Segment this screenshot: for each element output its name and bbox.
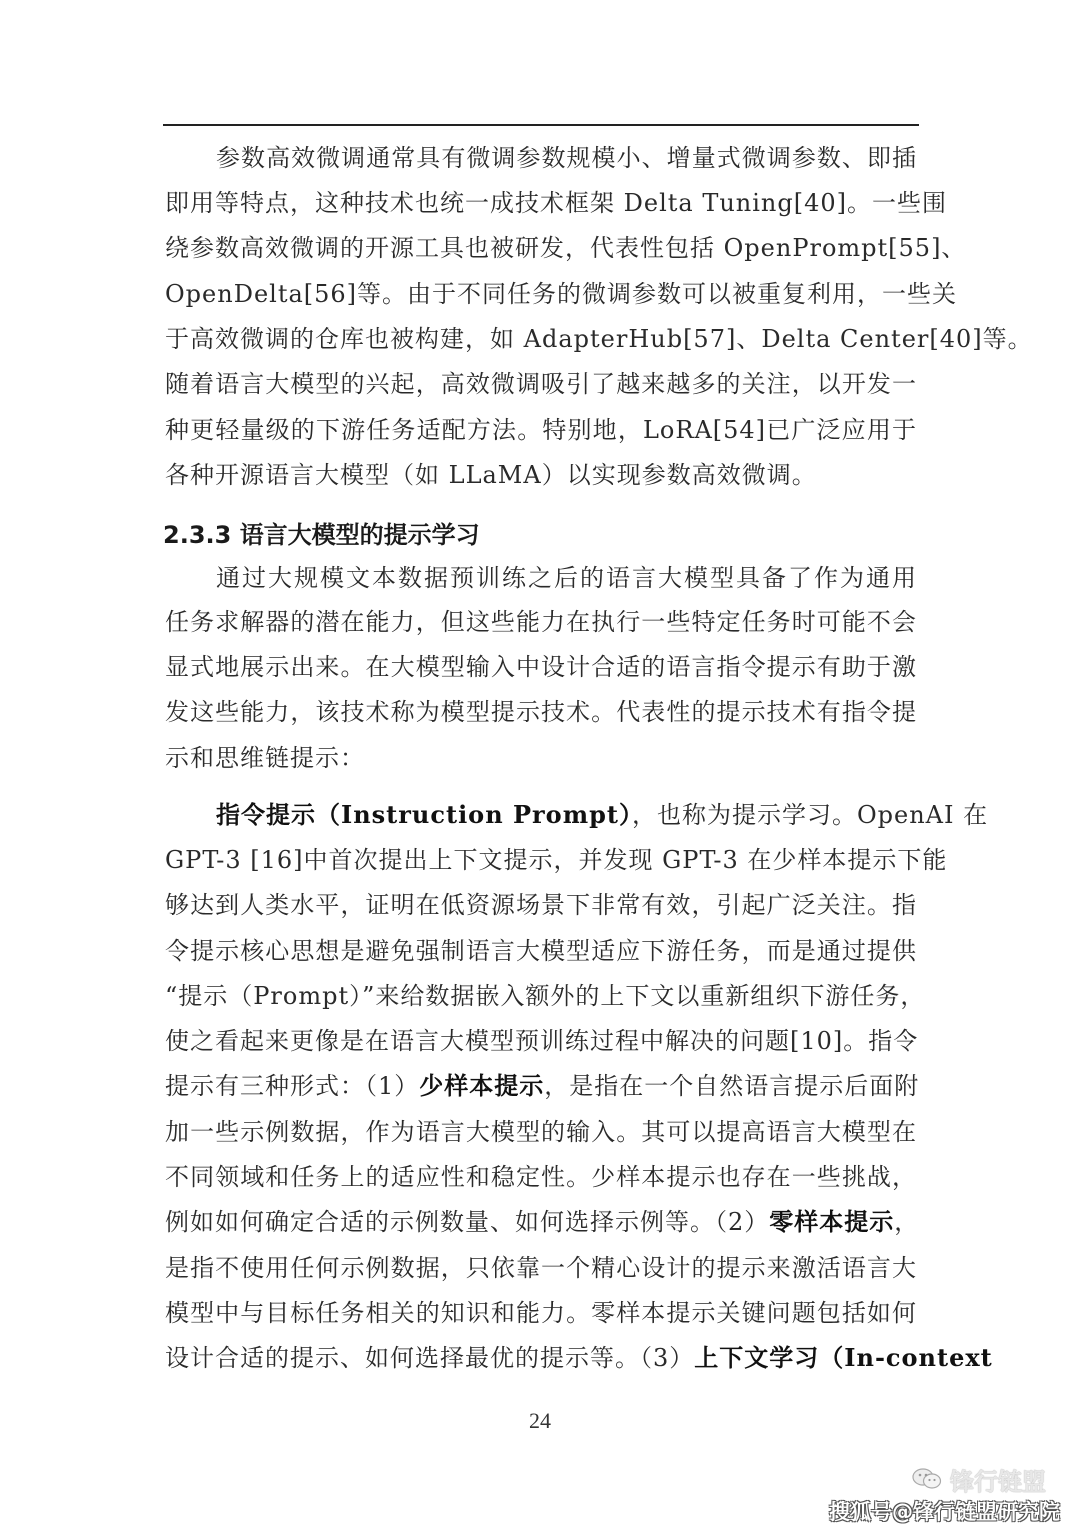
paragraph-1-line: 即用等特点，这种技术也统一成技术框架 Delta Tuning[40]。一些围 <box>165 189 948 217</box>
paragraph-3-line: 令提示核心思想是避免强制语言大模型适应下游任务，而是通过提供 <box>165 937 917 965</box>
paragraph-1-line: 各种开源语言大模型（如 LLaMA）以实现参数高效微调。 <box>165 461 817 489</box>
wechat-icon <box>912 1467 942 1491</box>
paragraph-2-line: 发这些能力，该技术称为模型提示技术。代表性的提示技术有指令提 <box>165 698 917 726</box>
paragraph-3-line: 是指不使用任何示例数据，只依靠一个精心设计的提示来激活语言大 <box>165 1254 917 1282</box>
paragraph-3-text: ，是指在一个自然语言提示后面附 <box>544 1072 920 1100</box>
paragraph-3-text: 提示有三种形式：（1） <box>165 1072 420 1100</box>
paragraph-1-line: OpenDelta[56]等。由于不同任务的微调参数可以被重复利用，一些关 <box>165 280 958 308</box>
paragraph-3-line <box>216 797 989 833</box>
paragraph-1-line: 绕参数高效微调的开源工具也被研发，代表性包括 OpenPrompt[55]、 <box>165 234 967 262</box>
paragraph-2-line: 任务求解器的潜在能力，但这些能力在执行一些特定任务时可能不会 <box>165 608 917 636</box>
paragraph-3-text: ，也称为提示学习。OpenAI 在 <box>631 801 989 829</box>
paragraph-3-text: ， <box>894 1208 920 1236</box>
paragraph-3-line: “提示（Prompt）”来给数据嵌入额外的上下文以重新组织下游任务， <box>165 982 926 1010</box>
watermark-source: 搜狐号@锋行链盟研究院 <box>829 1500 1060 1524</box>
paragraph-1-line: 种更轻量级的下游任务适配方法。特别地，LoRA[54]已广泛应用于 <box>165 416 917 444</box>
paragraph-3-line <box>165 1204 920 1240</box>
few-shot-prompt-term: 少样本提示 <box>419 1071 545 1100</box>
paragraph-3-text: 设计合适的提示、如何选择最优的提示等。（3） <box>165 1344 695 1372</box>
paragraph-1-line: 于高效微调的仓库也被构建，如 AdapterHub[57]、Delta Center[40]等。 <box>165 325 1033 353</box>
paragraph-3-line: GPT-3 [16]中首次提出上下文提示，并发现 GPT-3 在少样本提示下能 <box>165 846 948 874</box>
top-rule <box>163 124 919 126</box>
paragraph-3-line <box>165 1340 993 1376</box>
section-heading: 2.3.3 语言大模型的提示学习 <box>163 521 480 549</box>
paragraph-3-line: 加一些示例数据，作为语言大模型的输入。其可以提高语言大模型在 <box>165 1118 917 1146</box>
paragraph-2-line: 通过大规模文本数据预训练之后的语言大模型具备了作为通用 <box>216 564 917 592</box>
zero-shot-prompt-term: 零样本提示 <box>769 1207 895 1236</box>
paragraph-3-line <box>165 1068 920 1104</box>
paragraph-2-line: 显式地展示出来。在大模型输入中设计合适的语言指令提示有助于激 <box>165 653 917 681</box>
paragraph-2-line: 示和思维链提示： <box>165 744 365 772</box>
paragraph-1-line: 随着语言大模型的兴起，高效微调吸引了越来越多的关注，以开发一 <box>165 370 917 398</box>
paragraph-3-line: 够达到人类水平，证明在低资源场景下非常有效，引起广泛关注。指 <box>165 891 917 919</box>
page-number: 24 <box>529 1408 551 1433</box>
watermark-account-name: 锋行链盟 <box>950 1467 1046 1496</box>
instruction-prompt-term: 指令提示（Instruction Prompt） <box>216 800 632 829</box>
wechat-watermark <box>912 1462 1046 1496</box>
paragraph-3-line: 不同领域和任务上的适应性和稳定性。少样本提示也存在一些挑战， <box>165 1163 917 1191</box>
paragraph-3-line: 使之看起来更像是在语言大模型预训练过程中解决的问题[10]。指令 <box>165 1027 919 1055</box>
in-context-learning-term: 上下文学习（In-context <box>694 1343 993 1372</box>
paragraph-3-text: 例如如何确定合适的示例数量、如何选择示例等。（2） <box>165 1208 770 1236</box>
paragraph-3-line: 模型中与目标任务相关的知识和能力。零样本提示关键问题包括如何 <box>165 1299 917 1327</box>
paragraph-1-line: 参数高效微调通常具有微调参数规模小、增量式微调参数、即插 <box>216 144 917 172</box>
